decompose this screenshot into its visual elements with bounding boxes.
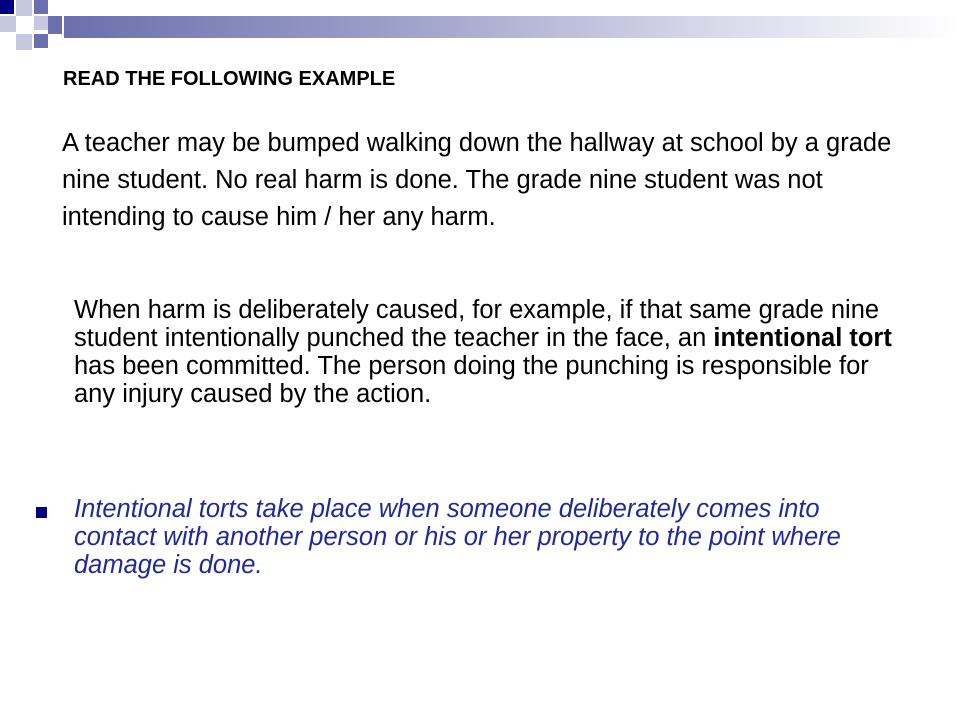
decor-square xyxy=(0,0,14,14)
bold-term: intentional tort xyxy=(713,324,892,352)
example-paragraph: A teacher may be bumped walking down the hallway at school by a grade nine student. No real harm is done. The grade nine student was not intending to cause him / her any harm. xyxy=(62,129,892,231)
decor-square xyxy=(16,0,32,16)
decor-gradient-band xyxy=(64,16,960,38)
title-decoration xyxy=(0,0,960,60)
decor-square xyxy=(16,16,32,34)
decor-square xyxy=(34,16,48,30)
decor-square xyxy=(34,0,48,14)
paragraph-text: When harm is deliberately caused, for example, if that same grade nine student intentionally punched the teacher in the face, an xyxy=(74,296,880,352)
bullet-text: Intentional torts take place when someone deliberately comes into contact with another person or his or her property to the point where damage is done. xyxy=(74,495,841,579)
paragraph-text: has been committed. The person doing the punching is responsible for any injury caused by the action. xyxy=(74,352,869,408)
intentional-harm-paragraph xyxy=(74,296,914,408)
decor-square xyxy=(0,16,16,32)
slide-heading: READ THE FOLLOWING EXAMPLE xyxy=(63,68,396,90)
decor-square xyxy=(48,16,62,34)
decor-square xyxy=(34,34,48,48)
decor-square xyxy=(16,34,32,50)
square-bullet-icon xyxy=(36,507,47,518)
